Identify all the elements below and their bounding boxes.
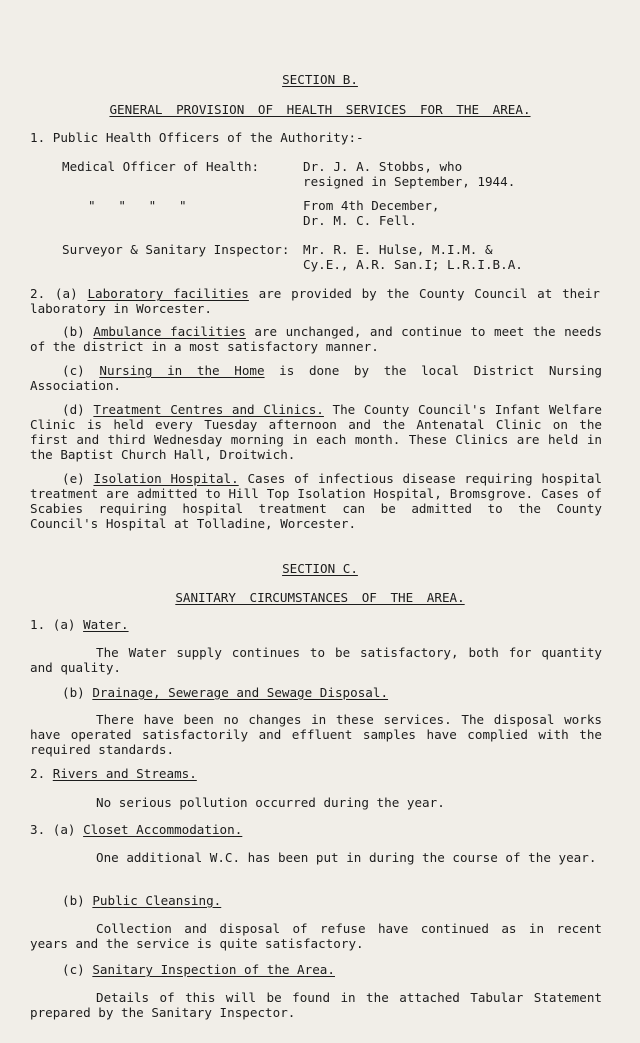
item-c3a-text: One additional W.C. has been put in during the course of the year. [96, 850, 597, 865]
item-c1a-title: 1. (a) Water. [30, 617, 129, 632]
moh-value-2: resigned in September, 1944. [303, 174, 516, 189]
para-2e: (e) Isolation Hospital. Cases of infectious disease requiring hospital treatment are admitted to Hill Top Isolation Hospital, Bromsgrove. Cases of Scabies requiring hospital treatment can be admitted to the County Council's Hospital at Tolladine, Worcester. [30, 471, 602, 531]
section-c-heading: SECTION C. [282, 561, 358, 576]
item-c3a-title: 3. (a) Closet Accommodation. [30, 822, 243, 837]
para-2a: 2. (a) Laboratory facilities are provided by the County Council at their laboratory in Worcester. [30, 286, 600, 316]
item-c1b-title: (b) Drainage, Sewerage and Sewage Disposal. [62, 685, 389, 700]
item-1-title: 1. Public Health Officers of the Authority:- [30, 130, 364, 145]
item-c3c-title: (c) Sanitary Inspection of the Area. [62, 962, 335, 977]
para-2d: (d) Treatment Centres and Clinics. The County Council's Infant Welfare Clinic is held every Tuesday afternoon and the Antenatal Clinic on the first and third Wednesday morning in each month. These Clinics are held in the Baptist Church Hall, Droitwich. [30, 402, 602, 462]
section-b-subheading: GENERAL PROVISION OF HEALTH SERVICES FOR THE AREA. [109, 102, 531, 117]
surveyor-value-1: Mr. R. E. Hulse, M.I.M. & [303, 242, 493, 257]
surveyor-label: Surveyor & Sanitary Inspector: [62, 242, 290, 257]
item-c2-title: 2. Rivers and Streams. [30, 766, 197, 781]
moh2-value-1: From 4th December, [303, 198, 440, 213]
item-c3c-text: Details of this will be found in the attached Tabular Statement prepared by the Sanitary Inspector. [30, 990, 602, 1020]
surveyor-value-2: Cy.E., A.R. San.I; L.R.I.B.A. [303, 257, 523, 272]
item-c3b-title: (b) Public Cleansing. [62, 893, 222, 908]
moh-value-1: Dr. J. A. Stobbs, who [303, 159, 463, 174]
section-b-heading: SECTION B. [282, 72, 358, 87]
para-2c: (c) Nursing in the Home is done by the local District Nursing Association. [30, 363, 602, 393]
moh-label: Medical Officer of Health: [62, 159, 260, 174]
moh2-value-2: Dr. M. C. Fell. [303, 213, 417, 228]
item-c1a-text: The Water supply continues to be satisfactory, both for quantity and quality. [30, 645, 602, 675]
item-c3b-text: Collection and disposal of refuse have continued as in recent years and the service is quite satisfactory. [30, 921, 602, 951]
item-c1b-text: There have been no changes in these services. The disposal works have operated satisfactorily and effluent samples have complied with the required standards. [30, 712, 602, 757]
para-2b: (b) Ambulance facilities are unchanged, and continue to meet the needs of the district in a most satisfactory manner. [30, 324, 602, 354]
item-c2-text: No serious pollution occurred during the year. [96, 795, 445, 810]
ditto-marks: " " " " [88, 198, 187, 213]
section-c-subheading: SANITARY CIRCUMSTANCES OF THE AREA. [175, 590, 465, 605]
